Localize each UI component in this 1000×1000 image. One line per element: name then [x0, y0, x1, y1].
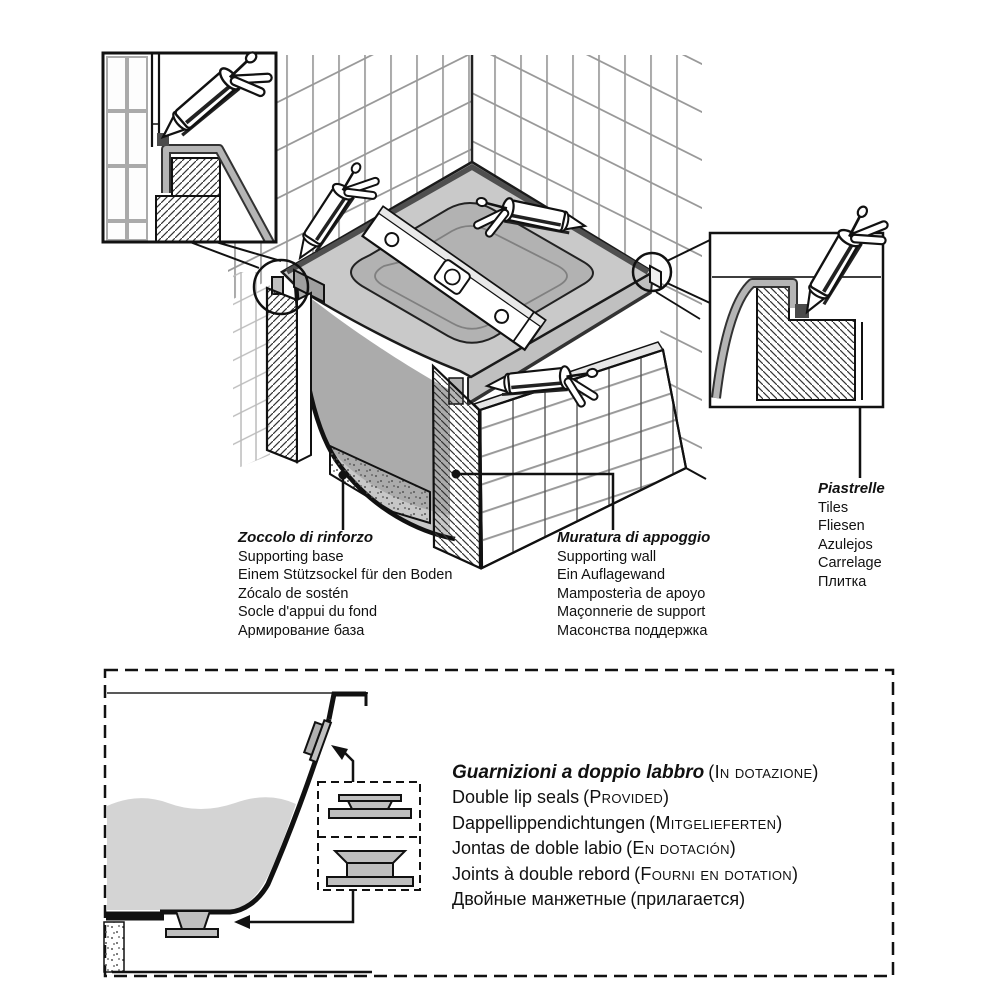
seal-on-tub-wall: [302, 718, 330, 763]
seals-line: Joints à double rebord (Fourni en dotation): [452, 863, 799, 884]
seals-line: Double lip seals (Provided): [452, 787, 670, 808]
label-line: Fliesen: [818, 518, 865, 535]
label-line: Socle d'appui du fond: [238, 604, 378, 621]
tub-rim-hook: [329, 694, 366, 719]
label-title: Muratura di appoggio: [557, 529, 711, 546]
arrow-to-bottom-seal: [234, 915, 250, 929]
label-line: Zócalo de sostén: [238, 585, 349, 602]
detail-inset-left: [103, 46, 280, 252]
seals-line: Двойные манжетные (прилагается): [452, 889, 746, 910]
seals-line: Dappellippendichtungen (Mitgelieferten): [452, 812, 783, 833]
label-line: Mamposterìa de apoyo: [557, 585, 706, 602]
seals-title: Guarnizioni a doppio labbro: [452, 762, 705, 783]
label-title: Zoccolo di rinforzo: [238, 529, 373, 546]
arrow-to-wall-seal: [331, 745, 348, 760]
label-line: Плитка: [818, 573, 867, 590]
leader-dot: [452, 470, 461, 479]
label-line: Carrelage: [818, 555, 882, 572]
seal-under-tub: [166, 911, 218, 937]
label-supporting-wall: [557, 529, 710, 641]
label-line: Azulejos: [818, 536, 873, 553]
label-tiles: [818, 480, 885, 592]
label-line: Масонства поддержка: [557, 622, 708, 639]
water: [107, 797, 296, 910]
label-title: Piastrelle: [818, 480, 885, 497]
leader-dot: [339, 471, 348, 480]
seal-detail-box: [318, 782, 420, 890]
label-line: Ein Auflagewand: [557, 567, 666, 584]
label-line: Tiles: [818, 499, 849, 516]
label-line: Maçonnerie de support: [557, 604, 706, 621]
label-line: Einem Stützsockel für den Boden: [238, 567, 453, 584]
label-line: Supporting base: [238, 548, 344, 565]
seals-title-note: (In dotazione): [708, 762, 819, 782]
floor-base-block: [104, 922, 124, 972]
seals-line: Jontas de doble labio (En dotación): [452, 838, 737, 859]
seals-title-row: [452, 760, 819, 785]
detail-inset-right: [710, 202, 896, 407]
label-line: Армирование база: [238, 622, 365, 639]
label-line: Supporting wall: [557, 548, 657, 565]
label-supporting-base: [238, 529, 452, 641]
label-seals: [452, 760, 819, 912]
